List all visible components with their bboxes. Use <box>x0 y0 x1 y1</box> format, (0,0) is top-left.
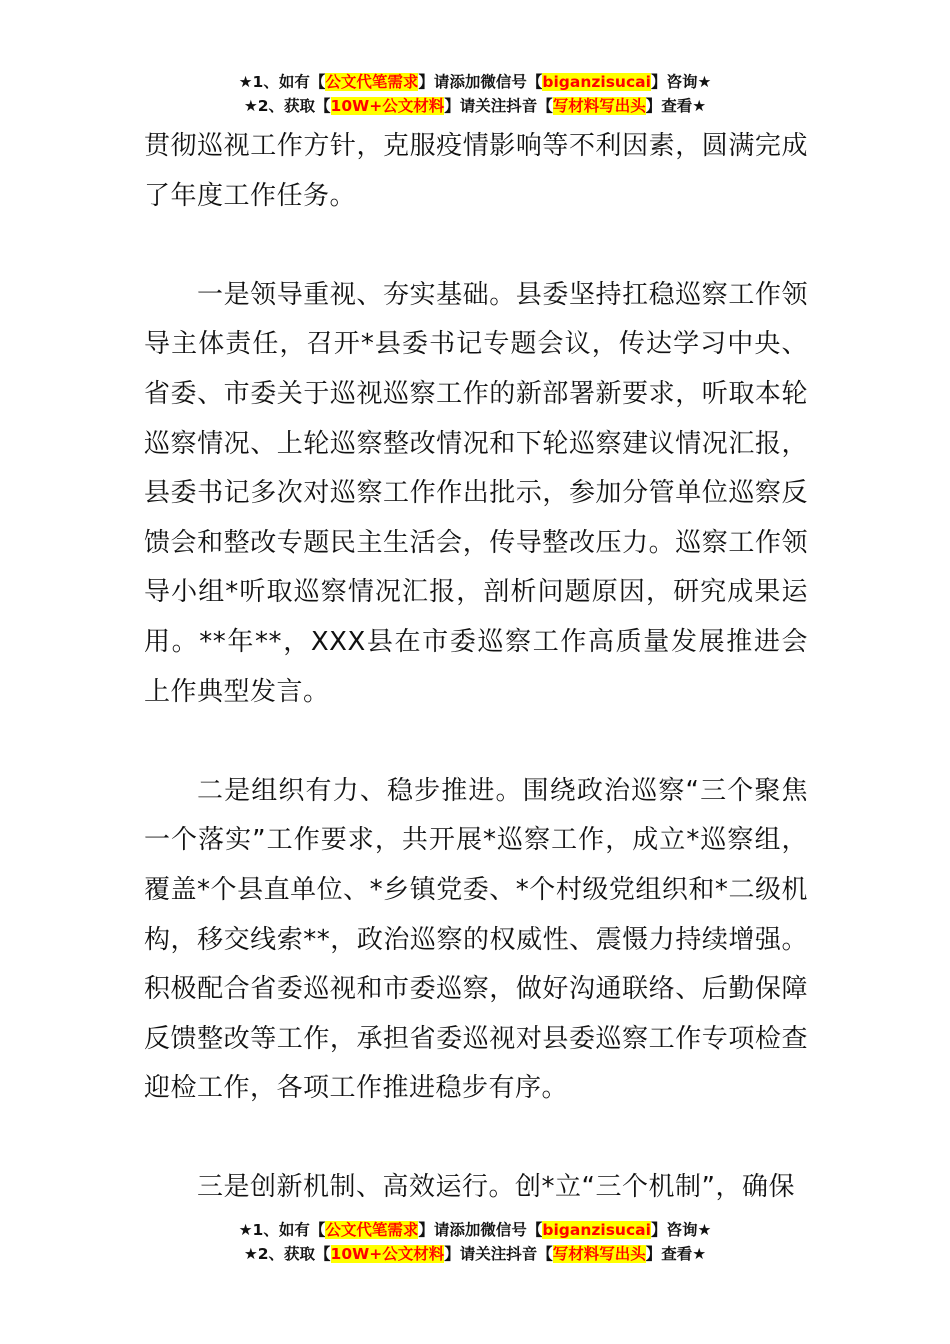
banner-line-2: ★2、获取【10W+公文材料】请关注抖音【写材料写出头】查看★ <box>243 97 707 115</box>
paragraph-point-3: 三是创新机制、高效运行。创*立“三个机制”，确保 <box>197 1172 795 1203</box>
header-banner <box>0 70 950 118</box>
paragraph-point-1: 一是领导重视、夯实基础。县委坚持扛稳巡察工作领导主体责任，召开*县委书记专题会议，传达学习中央、省委、市委关于巡视巡察工作的新部署新要求，听取本轮巡察情况、上轮巡察整改情况和下轮巡察建议情况汇报，县委书记多次对巡察工作作出批示，参加分管单位巡察反馈会和整改专题民主生活会，传导整改压力。巡察工作领导小组*听取巡察情况汇报，剖析问题原因，研究成果运用。**年**，XXX县在市委巡察工作高质量发展推进会上作典型发言。 <box>144 279 808 707</box>
highlight-douyin: 写材料写出头 <box>552 97 646 115</box>
highlight-douyin: 写材料写出头 <box>552 1245 646 1263</box>
highlight-materials: 10W+公文材料 <box>330 97 445 115</box>
paragraph-continuation: 贯彻巡视工作方针，克服疫情影响等不利因素，圆满完成了年度工作任务。 <box>144 131 808 211</box>
banner-line-1: ★1、如有【公文代笔需求】请添加微信号【biganzisucai】咨询★ <box>238 1221 712 1239</box>
highlight-wechat-id: biganzisucai <box>542 73 651 91</box>
paragraph-point-2: 二是组织有力、稳步推进。围绕政治巡察“三个聚焦一个落实”工作要求，共开展*巡察工作，成立*巡察组，覆盖*个县直单位、*乡镇党委、*个村级党组织和*二级机构，移交线索**，政治巡察的权威性、震慑力持续增强。积极配合省委巡视和市委巡察，做好沟通联络、后勤保障反馈整改等工作，承担省委巡视对县委巡察工作专项检查迎检工作，各项工作推进稳步有序。 <box>144 775 808 1104</box>
highlight-service: 公文代笔需求 <box>325 1221 419 1239</box>
document-body <box>144 122 808 1213</box>
highlight-service: 公文代笔需求 <box>325 73 419 91</box>
highlight-wechat-id: biganzisucai <box>542 1221 651 1239</box>
highlight-materials: 10W+公文材料 <box>330 1245 445 1263</box>
footer-banner <box>0 1218 950 1266</box>
banner-line-2: ★2、获取【10W+公文材料】请关注抖音【写材料写出头】查看★ <box>243 1245 707 1263</box>
banner-line-1: ★1、如有【公文代笔需求】请添加微信号【biganzisucai】咨询★ <box>238 73 712 91</box>
